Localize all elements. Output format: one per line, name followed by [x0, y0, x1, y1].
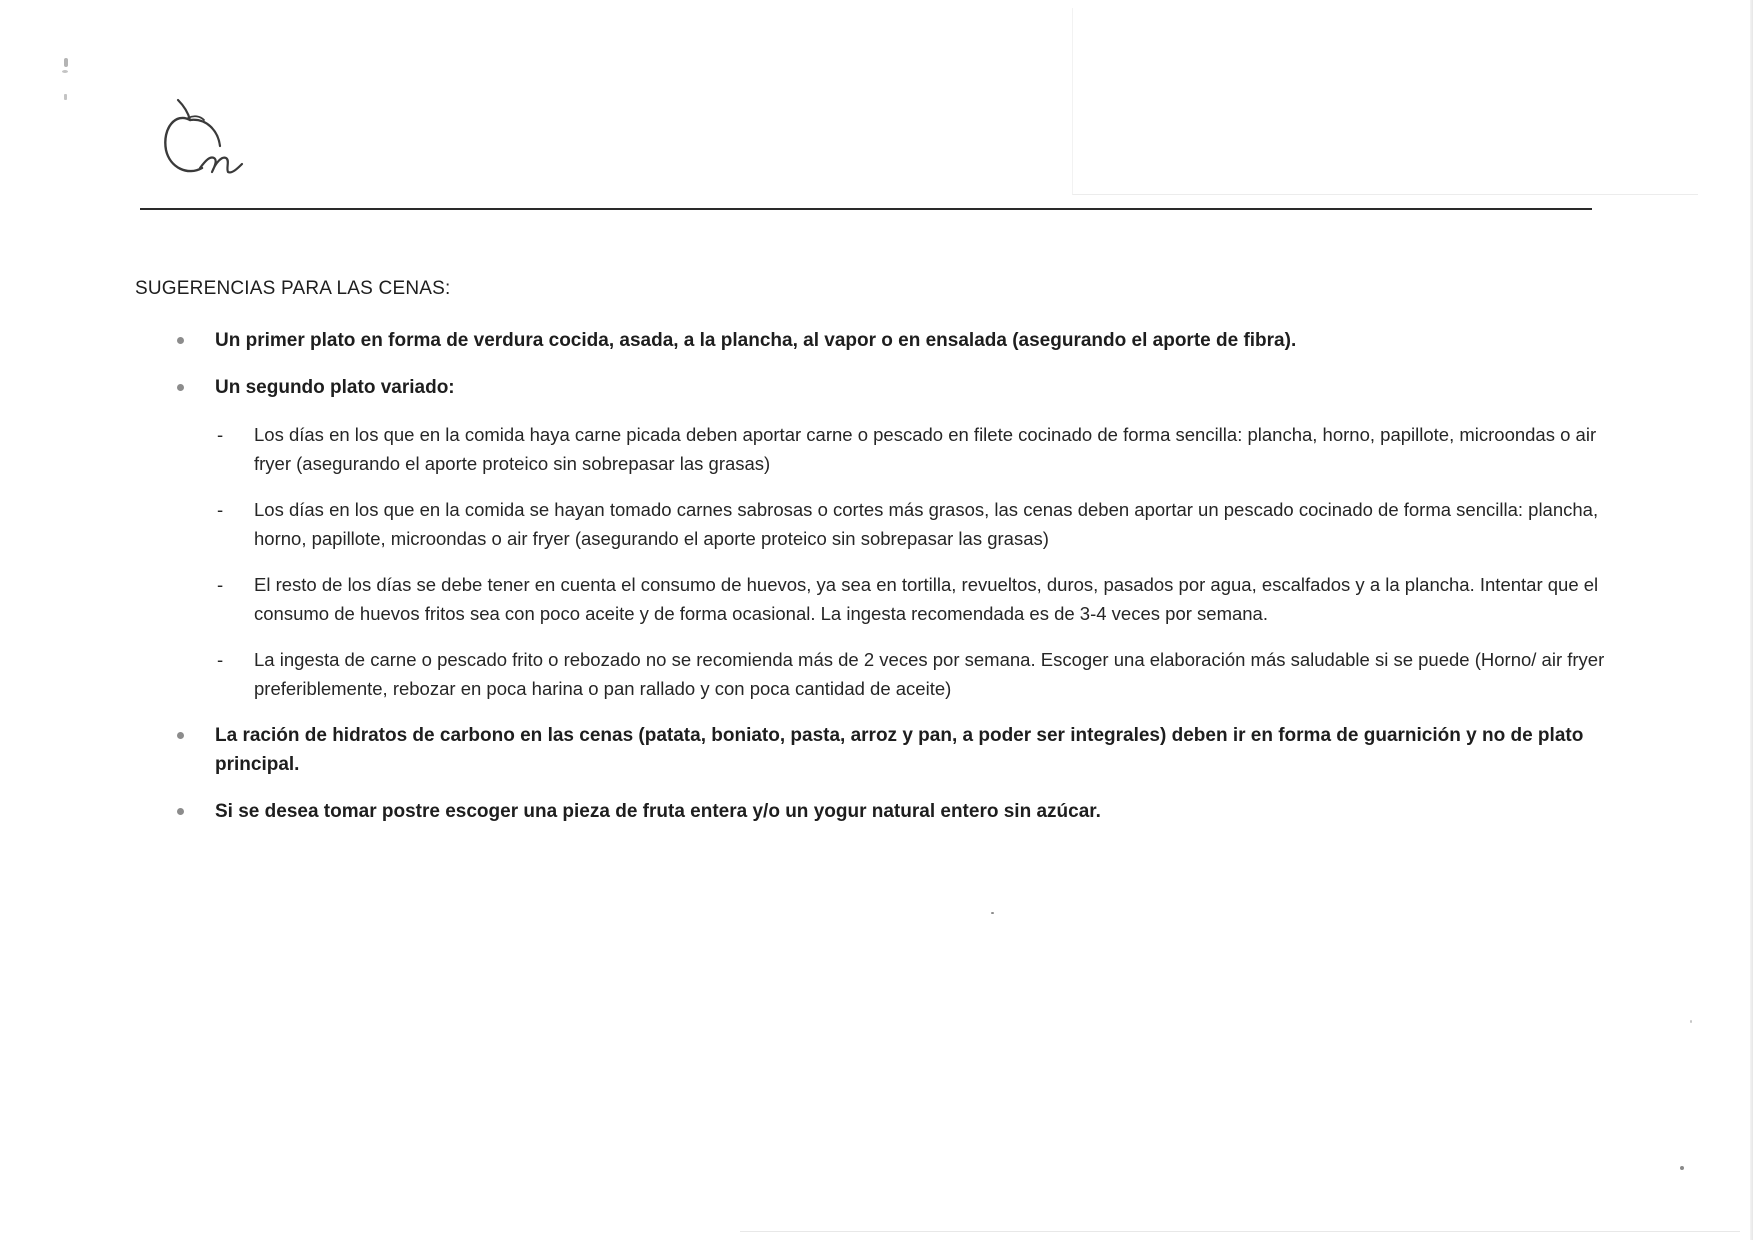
dash-marker: -	[217, 574, 224, 595]
scan-speck	[991, 912, 994, 914]
sub-list-item	[135, 420, 1615, 478]
sub-list-item-text: Los días en los que en la comida haya carne picada deben aportar carne o pescado en filete cocinado de forma sencilla: plancha, horno, papillote, microondas o air fryer (asegurando el aporte proteico sin sobrepasar las grasas)	[254, 424, 1597, 474]
dash-marker: -	[217, 424, 224, 445]
list-item	[135, 373, 1615, 703]
list-item-text: Un primer plato en forma de verdura cocida, asada, a la plancha, al vapor o en ensalada (asegurando el aporte de fibra).	[215, 330, 1297, 351]
list-item	[135, 797, 1615, 826]
sub-list	[135, 420, 1615, 703]
list-item-text: Un segundo plato variado:	[215, 377, 455, 398]
list-item	[135, 721, 1615, 779]
scan-speck	[1680, 1166, 1684, 1170]
dash-marker: -	[217, 649, 224, 670]
scan-speck	[1690, 1020, 1692, 1023]
sub-list-item	[135, 645, 1615, 703]
bullet-icon	[177, 384, 184, 391]
list-item	[135, 326, 1615, 355]
section-title: SUGERENCIAS PARA LAS CENAS:	[135, 278, 451, 299]
document-body	[135, 272, 1615, 844]
list-item-text: La ración de hidratos de carbono en las cenas (patata, boniato, pasta, arroz y pan, a poder ser integrales) deben ir en forma de guarnición y no de plato principal.	[215, 725, 1584, 775]
scan-shadow	[1072, 8, 1698, 195]
header-divider	[140, 208, 1592, 210]
dash-marker: -	[217, 499, 224, 520]
bullet-icon	[177, 337, 184, 344]
sub-list-item-text: Los días en los que en la comida se hayan tomado carnes sabrosas o cortes más grasos, las cenas deben aportar un pescado cocinado de forma sencilla: plancha, horno, papillote, microondas o air fryer (asegurando el aporte proteico sin sobrepasar las grasas)	[254, 499, 1599, 549]
sub-list-item-text: La ingesta de carne o pescado frito o rebozado no se recomienda más de 2 veces por semana. Escoger una elaboración más saludable si se puede (Horno/ air fryer preferiblemente, rebozar en poca harina o pan rallado y con poca cantidad de aceite)	[254, 649, 1605, 699]
bullet-icon	[177, 732, 184, 739]
suggestions-list	[135, 326, 1615, 826]
sub-list-item	[135, 570, 1615, 628]
bullet-icon	[177, 808, 184, 815]
scan-edge	[740, 1231, 1740, 1232]
scan-speck	[62, 70, 68, 73]
list-item-text: Si se desea tomar postre escoger una pieza de fruta entera y/o un yogur natural entero sin azúcar.	[215, 801, 1101, 822]
sub-list-item-text: El resto de los días se debe tener en cuenta el consumo de huevos, ya sea en tortilla, revueltos, duros, pasados por agua, escalfados y a la plancha. Intentar que el consumo de huevos fritos sea con poco aceite y de forma ocasional. La ingesta recomendada es de 3-4 veces por semana.	[254, 574, 1599, 624]
sub-list-item	[135, 495, 1615, 553]
apple-n-monogram-logo	[160, 98, 254, 188]
scan-speck	[64, 58, 68, 67]
scan-speck	[64, 94, 67, 100]
